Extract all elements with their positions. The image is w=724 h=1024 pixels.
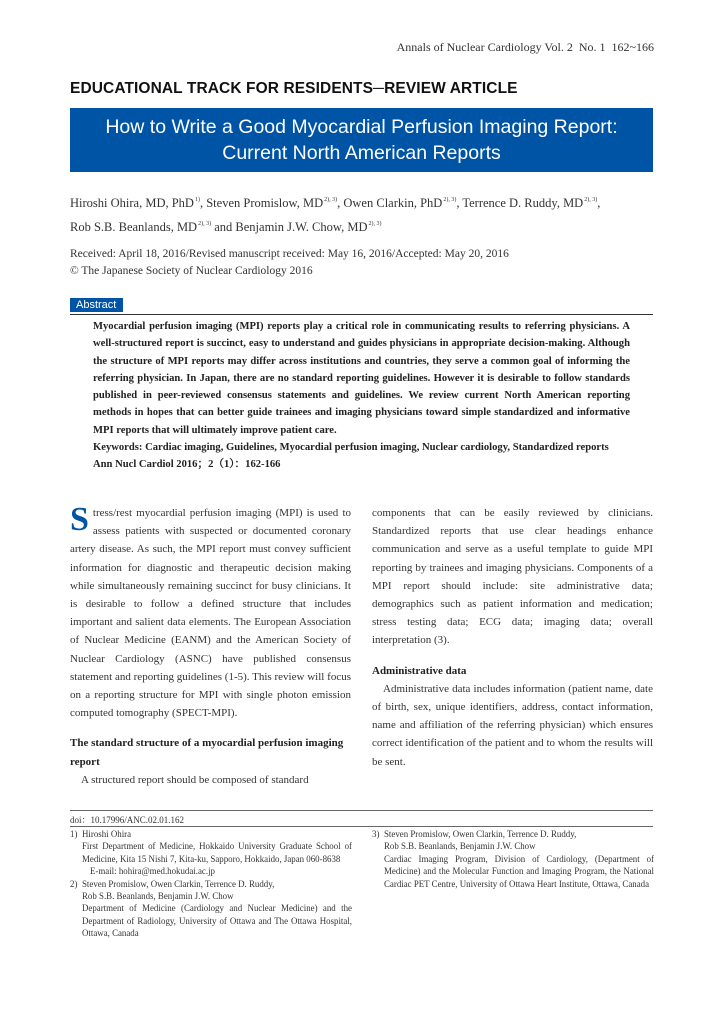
abstract-label: Abstract bbox=[70, 298, 123, 312]
footnote-author: Rob S.B. Beanlands, Benjamin J.W. Chow bbox=[82, 891, 234, 902]
body-paragraph: components that can be easily reviewed by clinicians. Standardized reports that use clear headings enhance communication and serve as a useful template to guide MPI reporting by trainees and imaging physicians. Components of a MPI report should include: site administrative data; demographics such as patient information and medication; stress testing data; ECG data; imaging data; overall interpretation (3). bbox=[372, 507, 653, 647]
author-separator: , bbox=[597, 196, 601, 210]
section-text: Administrative data includes information (patient name, date of birth, sex, unique identifiers, address, contact information, name and affiliation of the referring physician) which ensures correct identification of the patient and to whom the results will be sent. bbox=[372, 682, 653, 768]
abstract-divider bbox=[70, 314, 653, 315]
footnote bbox=[70, 878, 352, 940]
footnotes-right bbox=[372, 828, 654, 890]
body-column-right bbox=[372, 504, 653, 771]
abstract-text: Myocardial perfusion imaging (MPI) reports play a critical role in communicating results to referring physicians. A well-structured report is succinct, easy to understand and guides physicians in appropriate decision-making. Although the structure of MPI reports may differ across institutions and countries, they serve a common goal of informing the referring physician. In Japan, there are no standard reporting guidelines. However it is desirable to follow standards published in peer-reviewed consensus statements and guidelines. We review current North American reporting methods in hopes that can better guide trainees and imaging physicians toward simple standardized and informative MPI reports that will ultimately improve patient care. bbox=[93, 321, 630, 436]
footer-divider bbox=[70, 810, 653, 811]
author-separator: , bbox=[456, 196, 463, 210]
footnote-address: Department of Medicine (Cardiology and Nuclear Medicine) and the Department of Radiology, University of Ottawa and The Ottawa Hospital, Ottawa, Canada bbox=[82, 903, 352, 939]
intro-text: tress/rest myocardial perfusion imaging (MPI) is used to assess patients with suspected or documented coronary artery disease. As such, the MPI report must convey sufficient information for diagnostic and therapeutic decision making while simultaneously remaining succinct for busy clinicians. It is desirable to follow a defined structure that includes important and salient data elements. The European Association of Nuclear Medicine (EANM) and the American Society of Nuclear Cardiology (ASNC) have published consensus statement and reporting guidelines (1-5). This review will focus on a reporting structure for MPI with single photon emission computed tomography (SPECT-MPI). bbox=[70, 507, 351, 720]
author-name: Benjamin J.W. Chow, MD bbox=[235, 220, 368, 234]
author-affiliation: 2), 3) bbox=[368, 221, 382, 227]
citation: Ann Nucl Cardiol 2016；2（1）：162-166 bbox=[93, 459, 281, 471]
article-title-line-1: How to Write a Good Myocardial Perfusion Imaging Report: bbox=[105, 116, 618, 138]
footnote-number: 2) bbox=[70, 878, 78, 889]
doi: doi：10.17996/ANC.02.01.162 bbox=[70, 815, 185, 825]
author-list bbox=[70, 190, 660, 238]
footnote-author: Steven Promislow, Owen Clarkin, Terrence D. Ruddy, bbox=[384, 829, 577, 839]
footnote-address: First Department of Medicine, Hokkaido University Graduate School of Medicine, Kita 15 Nishi 7, Kita-ku, Sapporo, Hokkaido, Japan 060-8638 bbox=[82, 841, 352, 864]
footnote-author: Hiroshi Ohira bbox=[82, 829, 132, 839]
author-name: Hiroshi Ohira, MD, PhD bbox=[70, 196, 194, 210]
section-heading: The standard structure of a myocardial perfusion imaging report bbox=[70, 737, 344, 768]
intro-paragraph bbox=[70, 501, 351, 722]
body-column-left bbox=[70, 501, 351, 789]
title-banner bbox=[70, 108, 653, 172]
footnote bbox=[372, 828, 654, 890]
footnote-author: Rob S.B. Beanlands, Benjamin J.W. Chow bbox=[384, 841, 536, 852]
keywords: Keywords: Cardiac imaging, Guidelines, Myocardial perfusion imaging, Nuclear cardiology, Standardized reports bbox=[93, 442, 609, 454]
section-text: A structured report should be composed of standard bbox=[81, 773, 309, 786]
author-name: Steven Promislow, MD bbox=[206, 196, 324, 210]
drop-cap: S bbox=[70, 501, 89, 538]
author-affiliation: 2), 3) bbox=[584, 197, 598, 203]
author-affiliation: 2), 3) bbox=[324, 197, 338, 203]
author-separator: , bbox=[337, 196, 344, 210]
author-affiliation: 2), 3) bbox=[443, 197, 457, 203]
author-affiliation: 1) bbox=[194, 197, 200, 203]
author-affiliation: 2), 3) bbox=[198, 221, 212, 227]
footnote-number: 1) bbox=[70, 829, 78, 839]
author-separator: , bbox=[199, 196, 207, 210]
footnote-number: 3) bbox=[372, 829, 380, 839]
abstract bbox=[93, 318, 630, 474]
author-name: Owen Clarkin, PhD bbox=[343, 196, 443, 210]
copyright-line: © The Japanese Society of Nuclear Cardiology 2016 bbox=[70, 265, 313, 277]
author-name: Terrence D. Ruddy, MD bbox=[462, 196, 584, 210]
footnote-email: E-mail: hohira@med.hokudai.ac.jp bbox=[90, 866, 215, 877]
journal-header: Annals of Nuclear Cardiology Vol. 2 No. 1 162~166 bbox=[396, 40, 654, 54]
section-heading: Administrative data bbox=[372, 664, 467, 677]
footnotes-left bbox=[70, 828, 352, 940]
author-separator: and bbox=[211, 220, 236, 234]
article-title-line-2: Current North American Reports bbox=[222, 142, 501, 164]
article-type-label: EDUCATIONAL TRACK FOR RESIDENTS─REVIEW ARTICLE bbox=[70, 80, 518, 97]
article-dates bbox=[70, 246, 509, 280]
footnote bbox=[70, 828, 352, 878]
received-line: Received: April 18, 2016/Revised manuscript received: May 16, 2016/Accepted: May 20, 2016 bbox=[70, 248, 509, 260]
footer-divider bbox=[70, 826, 653, 827]
footnote-author: Steven Promislow, Owen Clarkin, Terrence D. Ruddy, bbox=[82, 878, 275, 889]
author-name: Rob S.B. Beanlands, MD bbox=[70, 220, 198, 234]
footnote-address: Cardiac Imaging Program, Division of Cardiology, (Department of Medicine) and the Molecular Function and Imaging Program, the National Cardiac PET Centre, University of Ottawa Heart Institute, Ottawa, Canada bbox=[384, 853, 654, 889]
